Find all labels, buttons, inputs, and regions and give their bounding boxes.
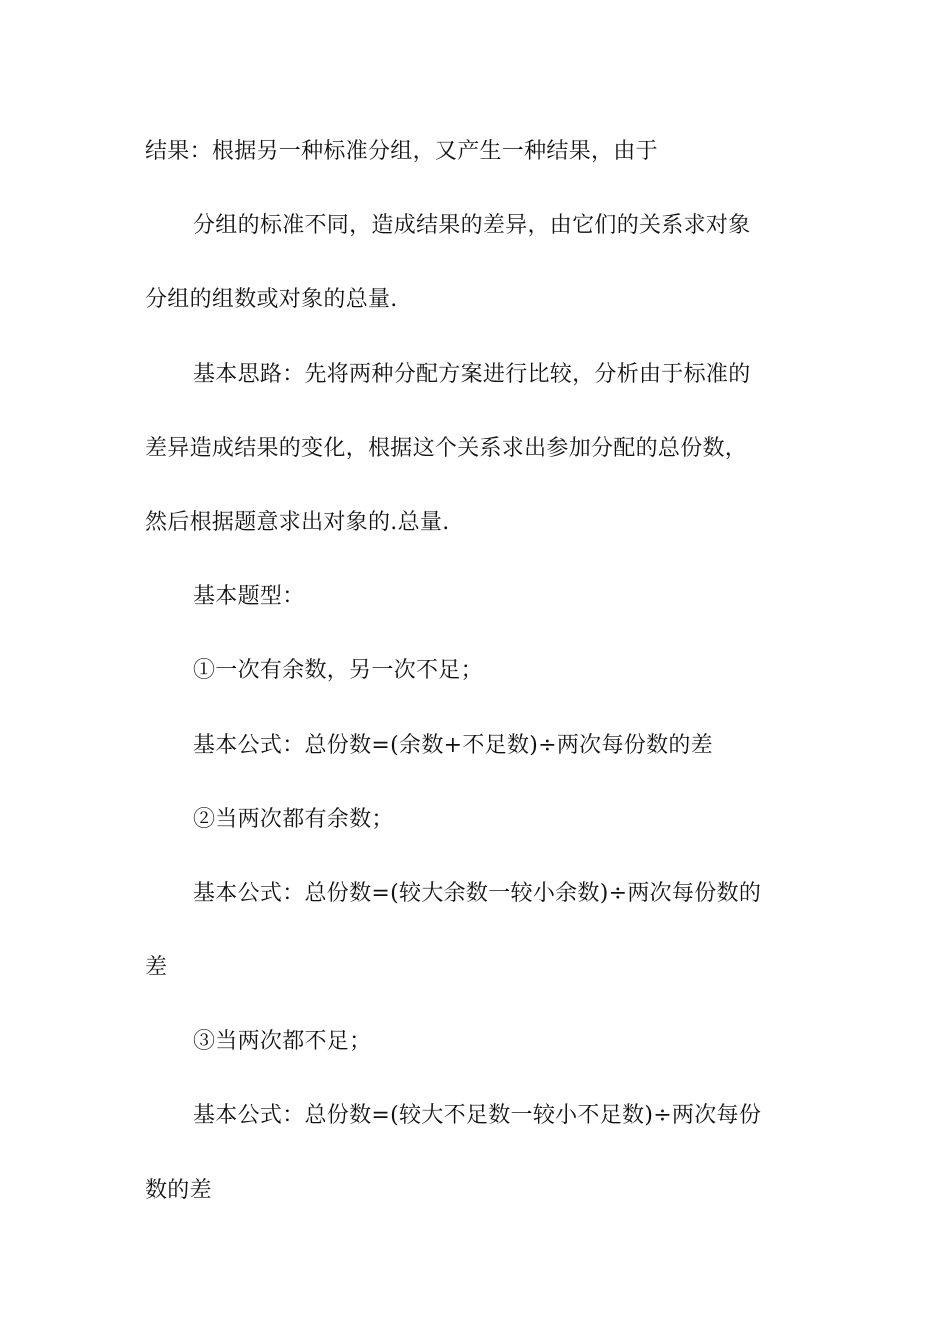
list-item: ②当两次都有余数；	[193, 806, 394, 832]
document-body	[145, 130, 810, 1243]
text-line: 差异造成结果的变化，根据这个关系求出参加分配的总份数，	[145, 435, 748, 461]
text-line: 数的差	[145, 1177, 212, 1203]
list-item: ①一次有余数，另一次不足；	[193, 658, 483, 684]
section-heading: 基本题型：	[193, 584, 305, 610]
formula-line: 基本公式：总份数=(较大不足数一较小不足数)÷两次每份	[193, 1103, 762, 1129]
formula-line: 基本公式：总份数=(余数+不足数)÷两次每份数的差	[193, 732, 713, 758]
formula-line: 基本公式：总份数=(较大余数一较小余数)÷两次每份数的	[193, 880, 762, 906]
text-line: 基本思路：先将两种分配方案进行比较，分析由于标准的	[193, 361, 751, 387]
list-item: ③当两次都不足；	[193, 1029, 372, 1055]
text-line: 差	[145, 955, 168, 981]
text-line: 然后根据题意求出对象的.总量.	[145, 509, 450, 535]
text-line: 分组的组数或对象的总量.	[145, 287, 398, 313]
text-line: 结果：根据另一种标准分组，又产生一种结果，由于	[145, 139, 658, 164]
text-line: 分组的标准不同，造成结果的差异，由它们的关系求对象	[193, 213, 751, 239]
